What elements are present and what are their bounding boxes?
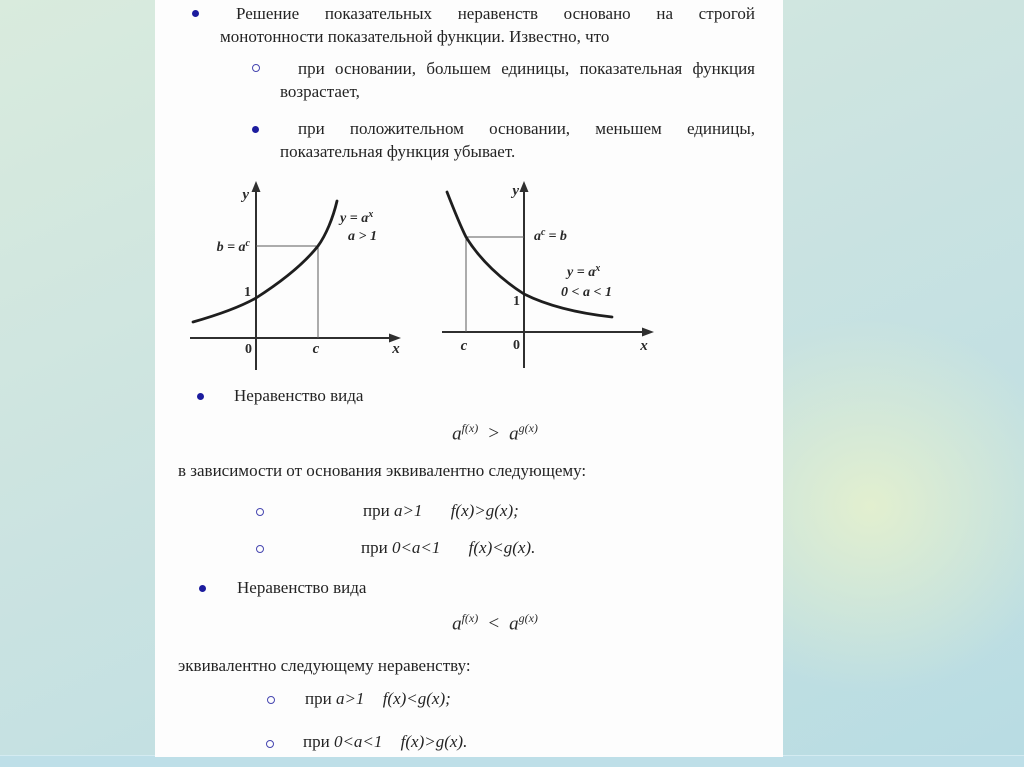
bullet-circle-icon — [266, 740, 274, 748]
bullet-circle-icon — [256, 545, 264, 553]
case-result: f(x)<g(x); — [382, 689, 451, 708]
function-label: $y = a^x$ — [567, 263, 601, 280]
bullet-disc-icon — [199, 585, 206, 592]
section1-note: в зависимости от основания эквивалентно следующему: — [178, 461, 587, 480]
intro-paragraph: Решение показательных неравенств основано на строгой монотонности показательной функции. Известно, что — [220, 4, 755, 46]
formula-base: a — [452, 423, 462, 445]
slide-content-area — [155, 0, 783, 757]
formula-exponent-left: f(x) — [461, 611, 479, 625]
c-point-label: c — [460, 338, 468, 354]
case-keyword: при — [305, 689, 332, 708]
graph-increasing-exponential — [185, 180, 415, 375]
section1-heading: Неравенство вида — [234, 386, 364, 405]
intro-subitem-decreasing: при положительном основании, меньшем единицы, показательная функция убывает. — [280, 119, 755, 161]
case-keyword: при — [303, 732, 330, 751]
formula-base: a — [509, 423, 519, 445]
case-result: f(x)>g(x). — [400, 732, 468, 751]
section1-case-1 — [363, 501, 519, 521]
c-point-label: c — [312, 341, 320, 357]
case-keyword: при — [363, 501, 390, 520]
formula-operator: > — [487, 423, 501, 445]
case-condition: 0<a<1 — [333, 732, 383, 751]
bullet-circle-icon — [267, 696, 275, 704]
bullet-circle-icon — [252, 64, 260, 72]
formula-exponent-left: f(x) — [461, 421, 479, 435]
case-result: f(x)<g(x). — [468, 538, 536, 557]
formula-base: a — [452, 613, 462, 635]
section2-case-1 — [305, 689, 451, 709]
y-axis-label: y — [512, 183, 519, 199]
function-label: $y = a^x$ — [340, 209, 374, 226]
formula-exponent-right: g(x) — [518, 611, 538, 625]
y-axis-arrow-icon — [520, 181, 529, 192]
origin-label: 0 — [245, 342, 252, 357]
formula-exponent-right: g(x) — [518, 421, 538, 435]
graph-decreasing-exponential — [440, 180, 660, 375]
case-condition: a>1 — [393, 501, 423, 520]
formula-base: a — [509, 613, 519, 635]
intro-subitem-increasing: при основании, большем единицы, показательная функция возрастает, — [280, 59, 755, 101]
case-result: f(x)>g(x); — [450, 501, 519, 520]
bullet-circle-icon — [256, 508, 264, 516]
section2-note: эквивалентно следующему неравенству: — [178, 656, 471, 675]
case-condition: a>1 — [335, 689, 365, 708]
case-keyword: при — [361, 538, 388, 557]
bullet-disc-icon — [197, 393, 204, 400]
formula-a-f-greater-a-g — [395, 421, 595, 445]
section2-heading: Неравенство вида — [237, 578, 367, 597]
section1-case-2 — [361, 538, 535, 558]
section2-case-2 — [303, 732, 467, 752]
x-axis-arrow-icon — [642, 328, 654, 337]
x-axis-label: x — [640, 338, 648, 354]
bullet-disc-icon — [192, 10, 199, 17]
level-label: $b = a^c$ — [216, 238, 250, 255]
condition-label: 0 < a < 1 — [561, 285, 612, 300]
unit-label: 1 — [244, 285, 251, 300]
x-axis-label: x — [392, 341, 400, 357]
y-axis-arrow-icon — [252, 181, 261, 192]
origin-label: 0 — [513, 338, 520, 353]
formula-operator: < — [487, 613, 501, 635]
bullet-disc-icon — [252, 126, 259, 133]
formula-a-f-less-a-g — [395, 611, 595, 635]
exponential-curve — [193, 201, 337, 322]
unit-label: 1 — [513, 294, 520, 309]
condition-label: a > 1 — [348, 229, 377, 244]
level-label: $a^c = b$ — [534, 227, 567, 244]
y-axis-label: y — [242, 187, 249, 203]
case-condition: 0<a<1 — [391, 538, 441, 557]
